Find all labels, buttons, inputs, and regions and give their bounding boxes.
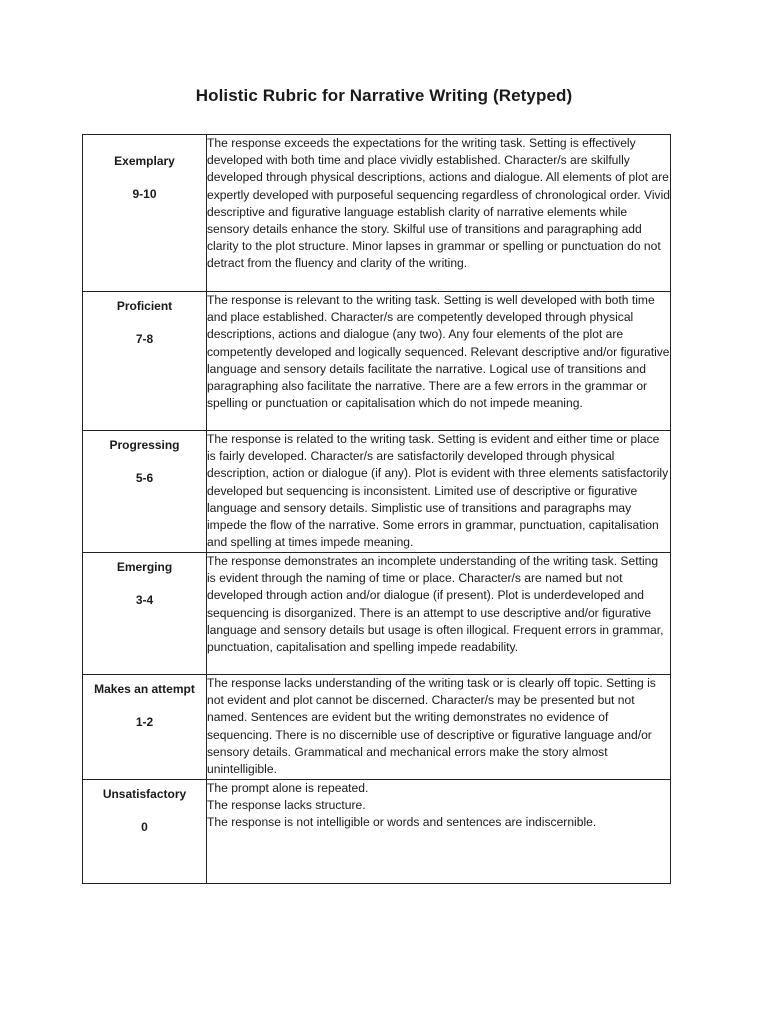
level-cell (83, 431, 207, 553)
score-range: 7-8 (135, 332, 154, 346)
level-description: The response is related to the writing task. Setting is evident and either time or place is fairly developed. Character/s are satisfactorily developed through physical description, action or dialogue (if any). Plot is evident with three elements satisfactorily developed but sequencing is inconsistent. Limited use of descriptive or figurative language and sensory details. Simplistic use of transitions and paragraphs may impede the flow of the narrative. Some errors in grammar, punctuation, capitalisation and spelling at times impede meaning. (207, 431, 671, 553)
description-line: The response lacks structure. (207, 798, 366, 813)
level-description: The response is relevant to the writing task. Setting is well developed with both time and place established. Character/s are competently developed through physical descriptions, actions and dialogue (any two). Any four elements of the plot are competently developed and logically sequenced. Relevant descriptive and/or figurative language and sensory details facilitate the narrative. Logical use of transitions and paragraphing also facilitate the narrative. There are a few errors in the grammar or spelling or punctuation or capitalisation which do not impede meaning. (207, 292, 671, 431)
table-row (83, 292, 671, 431)
level-name: Emerging (116, 560, 173, 574)
table-row (83, 780, 671, 884)
table-row (83, 135, 671, 292)
page-title: Holistic Rubric for Narrative Writing (Retyped) (195, 86, 573, 105)
level-cell (83, 135, 207, 292)
table-row (83, 553, 671, 675)
level-cell (83, 553, 207, 675)
score-range: 0 (141, 820, 148, 834)
level-description: The response lacks understanding of the writing task or is clearly off topic. Setting is not evident and plot cannot be discerned. Character/s may be presented but not named. Sentences are evident but the writing demonstrates no evidence of sequencing. There is no discernible use of descriptive or figurative language and/or sensory details. Grammatical and mechanical errors make the story almost unintelligible. (207, 675, 671, 780)
level-name: Progressing (109, 438, 180, 452)
level-name: Makes an attempt (94, 682, 195, 696)
level-name: Proficient (116, 299, 173, 313)
description-line: The response is not intelligible or words and sentences are indiscernible. (207, 815, 597, 830)
level-name: Unsatisfactory (102, 787, 187, 801)
table-row (83, 431, 671, 553)
score-range: 3-4 (135, 593, 154, 607)
table-row (83, 675, 671, 780)
level-description (207, 780, 671, 884)
level-cell (83, 292, 207, 431)
score-range: 5-6 (135, 471, 154, 485)
level-cell (83, 675, 207, 780)
score-range: 9-10 (132, 187, 157, 201)
level-description: The response demonstrates an incomplete understanding of the writing task. Setting is evident through the naming of time or place. Character/s are named but not developed through action and/or dialogue (if present). Plot is underdeveloped and sequencing is disorganized. There is an attempt to use descriptive and/or figurative language and sensory details but usage is often illogical. Frequent errors in grammar, punctuation, capitalisation and spelling impede readability. (207, 553, 671, 675)
description-line: The prompt alone is repeated. (207, 781, 369, 795)
level-description: The response exceeds the expectations for the writing task. Setting is effectively developed with both time and place vividly established. Character/s are skilfully developed through physical descriptions, actions and dialogue. All elements of plot are expertly developed with purposeful sequencing regardless of chronological order. Vivid descriptive and figurative language establish clarity of narrative elements while sensory details enhance the story. Skilful use of transitions and paragraphing add clarity to the plot structure. Minor lapses in grammar or spelling or punctuation do not detract from the fluency and clarity of the writing. (207, 135, 671, 292)
rubric-table (82, 134, 671, 884)
score-range: 1-2 (135, 715, 154, 729)
level-name: Exemplary (114, 154, 175, 168)
level-cell (83, 780, 207, 884)
